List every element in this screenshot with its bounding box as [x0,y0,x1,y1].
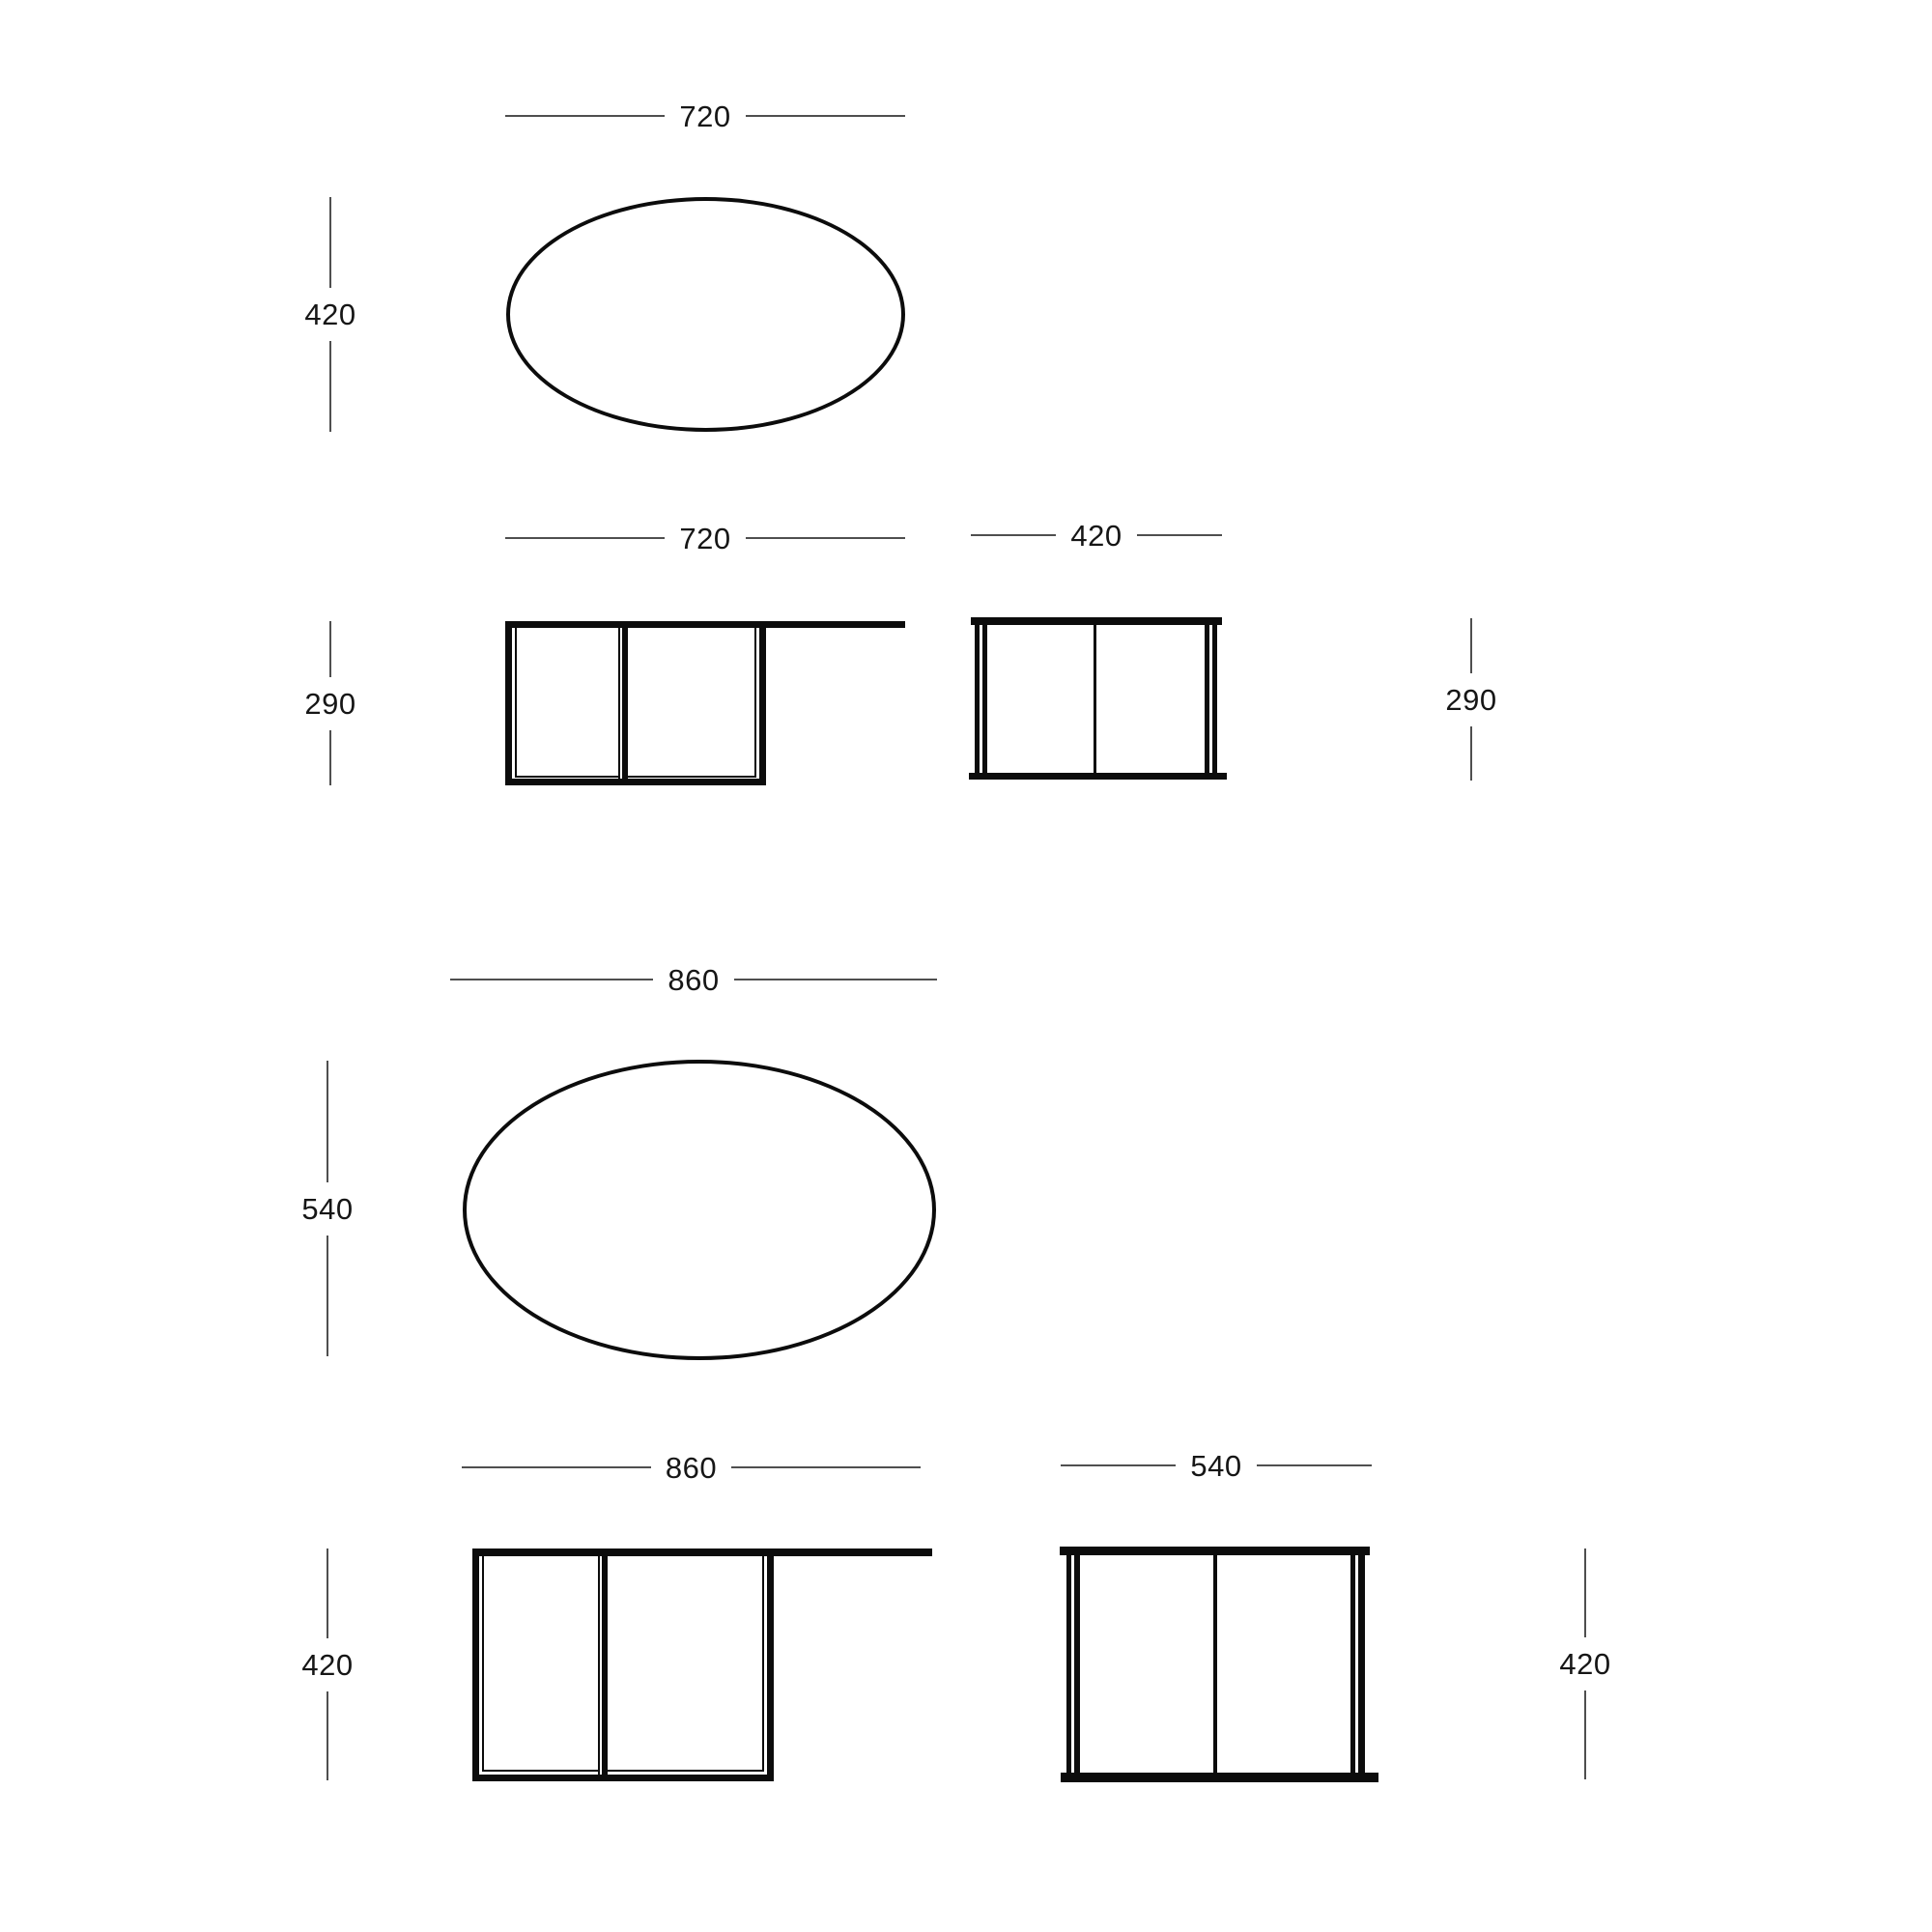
dim-large-top-width [450,964,937,995]
dim-large-side-depth [1061,1450,1372,1481]
dim-line-segment [1470,618,1472,673]
dim-label: 540 [1190,1448,1242,1483]
dim-small-side-depth [971,520,1222,551]
dim-line-segment [731,1466,921,1468]
dim-small-top-depth [296,197,365,432]
dim-label: 860 [668,962,720,997]
dim-small-front-width [505,523,905,554]
dim-label: 720 [679,99,731,133]
dim-line-segment [1061,1464,1176,1466]
dim-line-segment [746,537,905,539]
right-leg-lines [1350,1555,1365,1773]
dim-large-top-depth [293,1061,362,1356]
dim-line-segment [450,979,653,980]
dim-label: 860 [665,1450,718,1485]
bottom-stretcher-line [969,773,1227,780]
dim-line-segment [329,730,331,786]
dim-line-segment [746,115,905,117]
large-table-top-view-oval [463,1060,936,1360]
center-leg-line [1213,1555,1217,1773]
dim-label: 420 [304,298,356,331]
dim-line-segment [505,537,665,539]
dim-label: 290 [304,686,356,721]
dim-label: 290 [1445,682,1497,717]
left-leg-lines [1066,1555,1080,1773]
dim-label: 420 [301,1647,354,1682]
dim-line-segment [1584,1548,1586,1637]
frame-center-leg-line [618,628,628,779]
dim-small-front-height [296,621,365,785]
dim-large-front-height [293,1548,362,1780]
dim-label: 420 [1070,518,1122,553]
dim-line-segment [462,1466,651,1468]
dim-large-front-width [462,1452,921,1483]
small-table-top-view-oval [506,197,905,432]
right-leg-lines [1205,625,1217,773]
bottom-stretcher-line [1061,1773,1378,1782]
left-leg-lines [975,625,987,773]
dim-small-side-height [1436,618,1506,781]
dim-small-top-width [505,100,905,131]
dim-line-segment [505,115,665,117]
dim-line-segment [1584,1690,1586,1779]
dim-line-segment [329,197,331,288]
dim-line-segment [1470,726,1472,781]
dim-line-segment [329,341,331,432]
dim-line-segment [734,979,937,980]
frame-inner-line [482,1556,764,1772]
dim-line-segment [1257,1464,1372,1466]
dim-line-segment [327,1691,328,1781]
center-leg-line [1094,625,1096,773]
dim-line-segment [971,534,1056,536]
tabletop-line [971,617,1222,625]
dim-label: 720 [679,521,731,555]
dim-line-segment [327,1061,328,1182]
dim-line-segment [327,1548,328,1638]
frame-inner-line [515,628,756,778]
dim-line-segment [327,1236,328,1357]
dim-large-side-height [1550,1548,1620,1779]
dim-label: 540 [301,1191,354,1226]
dim-line-segment [329,621,331,677]
tabletop-line [1060,1547,1370,1555]
dim-label: 420 [1559,1647,1611,1681]
dim-line-segment [1137,534,1222,536]
frame-center-leg-line [598,1556,608,1775]
